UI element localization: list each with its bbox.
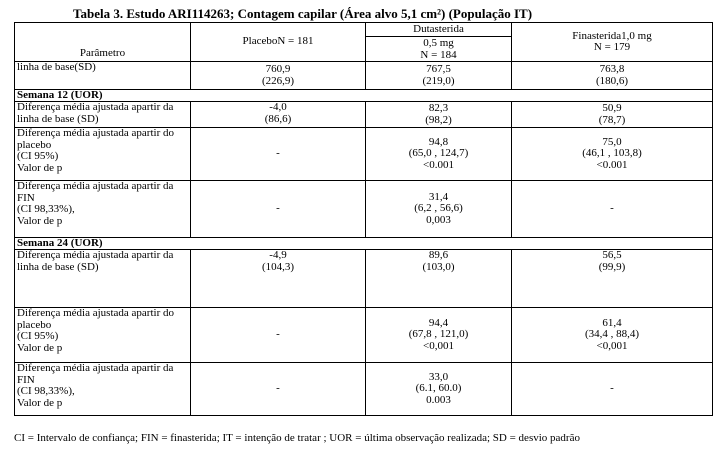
row-label [15, 102, 191, 128]
cell-placebo [191, 102, 366, 128]
section-row [15, 238, 713, 250]
cell-dut [366, 102, 512, 128]
row-label [15, 250, 191, 308]
cell-value: <0.001 [423, 158, 454, 171]
label-line: (CI 95%) [17, 330, 59, 342]
table-row [15, 181, 713, 238]
cell-placebo [191, 250, 366, 308]
label-line: Diferença média ajustada apartir da [17, 249, 174, 261]
cell-placebo: - [191, 181, 366, 238]
cell-value: (46,1 , 103,8) [582, 147, 642, 160]
header-fin-n: N = 179 [593, 41, 631, 53]
cell-value: (6.1, 60.0) [415, 382, 462, 395]
cell-value: 0,003 [426, 213, 451, 226]
cell-value: 94,8 [428, 135, 449, 148]
header-dut-n: N = 184 [420, 48, 457, 61]
row-label: linha de base(SD) [15, 62, 191, 90]
label-line: (CI 98,33%), [17, 385, 75, 397]
label-line: FIN [17, 191, 35, 204]
cell-value: 50,9 [602, 102, 622, 114]
cell-value: (103,0) [422, 260, 455, 273]
cell-fin [512, 250, 713, 308]
cell-dut [366, 128, 512, 181]
cell-value: (65,0 , 124,7) [408, 147, 469, 160]
cell-fin [512, 308, 713, 363]
label-line: FIN [17, 373, 35, 386]
section-row [15, 90, 713, 102]
cell-value: 31,4 [428, 190, 449, 203]
section-week12: Semana 12 (UOR) [15, 90, 713, 102]
cell-fin [512, 128, 713, 181]
cell-dut [366, 250, 512, 308]
cell-dut [366, 308, 512, 363]
row-label [15, 363, 191, 416]
cell-value: (180,6) [595, 74, 629, 87]
table-row [15, 363, 713, 416]
cell-dut [366, 62, 512, 90]
label-line: Valor de p [17, 161, 63, 174]
cell-fin: - [512, 181, 713, 238]
cell-value: <0,001 [596, 339, 628, 352]
cell-value: 0.003 [426, 393, 451, 406]
label-line: Valor de p [17, 214, 63, 227]
label-line: Diferença média ajustada apartir do [17, 127, 174, 139]
label-line: Diferença média ajustada apartir do [17, 307, 174, 319]
cell-value: (34,4 , 88,4) [584, 328, 640, 341]
section-week24: Semana 24 (UOR) [15, 238, 713, 250]
label-line: (CI 95%) [17, 150, 59, 162]
cell-value: 767,5 [426, 63, 451, 75]
cell-value: (67,8 , 121,0) [408, 328, 469, 341]
cell-value: <0.001 [596, 158, 628, 171]
cell-value: (86,6) [264, 112, 292, 125]
table-title: Tabela 3. Estudo ARI114263; Contagem capilar (Área alvo 5,1 cm²) (População IT) [73, 6, 533, 21]
cell-fin: - [512, 363, 713, 416]
cell-value: (104,3) [261, 260, 295, 273]
table-row [15, 102, 713, 128]
header-dutasterida: Dutasterida [366, 23, 512, 37]
cell-dut [366, 363, 512, 416]
label-line: Diferença média ajustada apartir da [17, 101, 174, 113]
cell-value: -4,9 [269, 249, 287, 261]
header-finasterida [512, 23, 713, 62]
cell-value: (99,9) [598, 260, 626, 273]
cell-value: (98,2) [425, 113, 452, 126]
cell-value: (6,2 , 56,6) [414, 202, 463, 215]
cell-value: 94,4 [428, 316, 449, 329]
label-line: Diferença média ajustada apartir da [17, 362, 174, 374]
table-row [15, 250, 713, 308]
label-line: placebo [17, 318, 52, 331]
header-dut-dose-label: 0,5 mg [423, 37, 454, 49]
cell-value: 61,4 [602, 316, 622, 329]
cell-placebo [191, 62, 366, 90]
cell-value: 760,9 [265, 63, 291, 75]
cell-fin [512, 102, 713, 128]
footnote: CI = Intervalo de confiança; FIN = finasterida; IT = intenção de tratar ; UOR = última observação realizada; SD = desvio padrão [14, 432, 580, 444]
label-line: (CI 98,33%), [17, 203, 75, 215]
cell-value: <0,001 [423, 339, 454, 352]
label-line: Valor de p [17, 396, 63, 409]
label-line: linha de base (SD) [17, 112, 99, 125]
cell-value: 56,5 [602, 249, 622, 261]
label-line: Diferença média ajustada apartir da [17, 180, 174, 192]
label-line: linha de base (SD) [17, 260, 99, 273]
cell-value: -4,0 [269, 101, 287, 113]
row-label [15, 308, 191, 363]
cell-value: (219,0) [422, 74, 455, 87]
header-fin-label: Finasterida1,0 mg [572, 29, 652, 42]
cell-value: 75,0 [602, 135, 622, 148]
table-row [15, 128, 713, 181]
cell-value: 89,6 [428, 249, 449, 261]
label-line: placebo [17, 138, 52, 151]
row-label [15, 181, 191, 238]
table-row [15, 308, 713, 363]
cell-value: 33,0 [428, 370, 449, 383]
cell-fin [512, 62, 713, 90]
cell-placebo: - [191, 363, 366, 416]
label-line: Valor de p [17, 341, 63, 354]
header-dut-dose [366, 37, 512, 62]
cell-value: 763,8 [599, 63, 625, 75]
results-table [14, 22, 713, 416]
cell-value: 82,3 [428, 102, 449, 114]
header-parametro: Parâmetro [15, 23, 191, 62]
cell-value: (78,7) [598, 113, 626, 126]
cell-dut [366, 181, 512, 238]
cell-placebo: - [191, 128, 366, 181]
row-label [15, 128, 191, 181]
header-placebo: PlaceboN = 181 [191, 23, 366, 62]
cell-value: (226,9) [261, 74, 295, 87]
table-row [15, 62, 713, 90]
cell-placebo: - [191, 308, 366, 363]
